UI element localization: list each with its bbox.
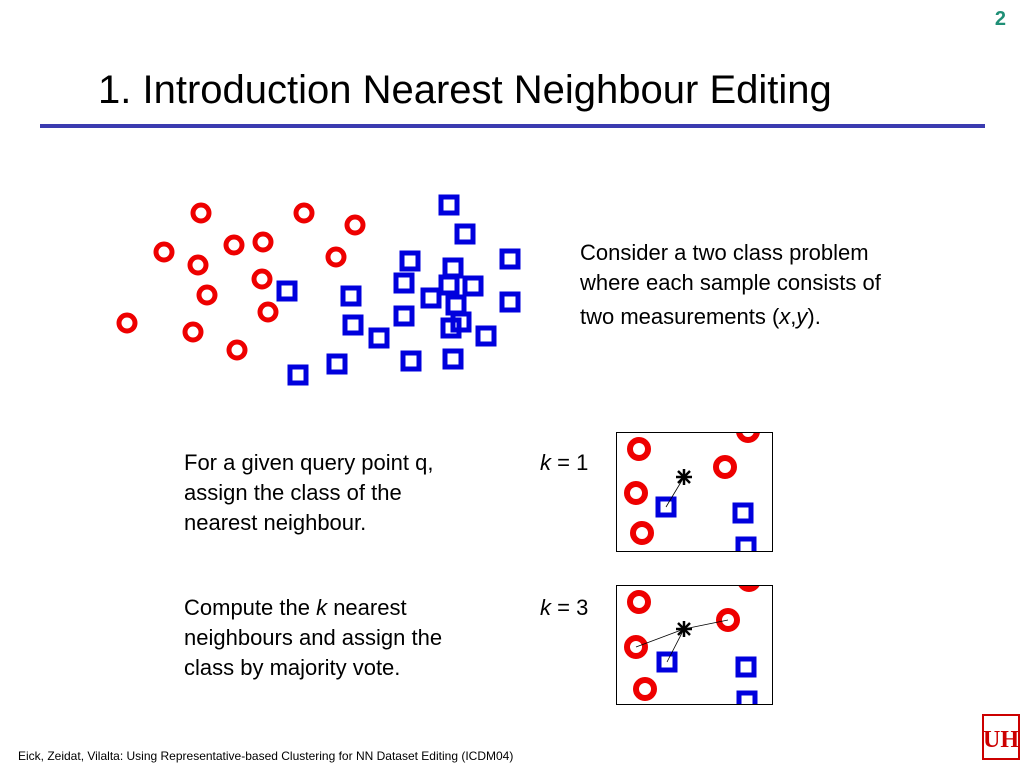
class-b-point: [441, 277, 457, 293]
class-b-point: [448, 297, 464, 313]
class-b-point: [441, 197, 457, 213]
query-point-icon: [676, 469, 692, 485]
class-b-point: [445, 351, 461, 367]
class-a-point: [193, 205, 209, 221]
class-a-point: [190, 257, 206, 273]
uh-logo-text: UH: [983, 727, 1019, 753]
uh-logo: [982, 714, 1020, 760]
k1-line-3: nearest neighbour.: [184, 510, 367, 535]
k3-line-1-prefix: Compute the: [184, 595, 317, 620]
k3-line-3: class by majority vote.: [184, 655, 401, 680]
k3-value: = 3: [551, 595, 589, 620]
class-b-point: [279, 283, 295, 299]
slide-title: 1. Introduction Nearest Neighbour Editing: [98, 68, 832, 112]
k3-line-1-suffix: nearest: [327, 595, 407, 620]
class-a-point: [226, 237, 242, 253]
class-b-point: [502, 251, 518, 267]
k3-line-1: [184, 593, 442, 623]
intro-var-separator: ,: [790, 304, 797, 329]
class-b-point: [502, 294, 518, 310]
k1-symbol: k: [540, 450, 551, 475]
k3-line-2: neighbours and assign the: [184, 625, 443, 650]
two-class-scatter-plot: [0, 0, 560, 400]
class-a-point: [328, 249, 344, 265]
class-a-point: [296, 205, 312, 221]
k3-symbol: k: [540, 595, 551, 620]
intro-var-y: y: [796, 304, 808, 329]
intro-line-3-suffix: ).: [807, 304, 821, 329]
class-b-point: [478, 328, 494, 344]
intro-var-x: x: [779, 304, 791, 329]
k1-class-a-point: [716, 458, 734, 476]
intro-line-2: where each sample consists of: [580, 270, 881, 295]
class-b-point: [445, 260, 461, 276]
class-a-point: [229, 342, 245, 358]
class-a-point: [156, 244, 172, 260]
k1-diagram: [616, 432, 773, 552]
intro-line-3-prefix: two measurements (: [580, 304, 780, 329]
k1-label: [540, 448, 588, 478]
class-b-point: [345, 317, 361, 333]
class-a-point: [199, 287, 215, 303]
class-a-point: [119, 315, 135, 331]
class-a-point: [254, 271, 270, 287]
k3-diagram: [616, 585, 773, 705]
k1-description: [184, 448, 433, 538]
class-b-point: [457, 226, 473, 242]
k1-class-b-point: [735, 505, 751, 521]
query-point-icon: [676, 621, 692, 637]
intro-description: [580, 238, 881, 332]
k1-class-b-point: [738, 539, 754, 551]
k1-class-a-point: [633, 524, 651, 542]
intro-line-3: [580, 302, 881, 332]
class-b-point: [396, 275, 412, 291]
k3-description: [184, 593, 442, 683]
class-a-point: [255, 234, 271, 250]
class-b-point: [423, 290, 439, 306]
k1-class-a-point: [627, 484, 645, 502]
class-a-point: [347, 217, 363, 233]
slide-number: 2: [994, 8, 1006, 30]
k3-label: [540, 593, 588, 623]
class-b-point: [329, 356, 345, 372]
class-b-point: [465, 278, 481, 294]
class-b-point: [371, 330, 387, 346]
class-a-point: [260, 304, 276, 320]
footer-citation: Eick, Zeidat, Vilalta: Using Representative-based Clustering for NN Dataset Editing (ICDM04): [18, 749, 514, 763]
class-b-point: [403, 353, 419, 369]
intro-line-1: Consider a two class problem: [580, 240, 869, 265]
k3-class-a-point: [740, 586, 758, 589]
k1-value: = 1: [551, 450, 589, 475]
k3-class-b-point: [738, 659, 754, 675]
class-a-point: [185, 324, 201, 340]
k1-line-1: For a given query point q,: [184, 450, 434, 475]
k1-line-2: assign the class of the: [184, 480, 402, 505]
class-b-point: [396, 308, 412, 324]
k3-class-b-point: [739, 693, 755, 704]
class-b-point: [402, 253, 418, 269]
k1-class-a-point: [739, 433, 757, 440]
class-b-point: [343, 288, 359, 304]
k3-class-a-point: [636, 680, 654, 698]
k3-inline-k: k: [316, 595, 328, 620]
class-b-point: [290, 367, 306, 383]
k1-class-a-point: [630, 440, 648, 458]
k3-class-a-point: [630, 593, 648, 611]
